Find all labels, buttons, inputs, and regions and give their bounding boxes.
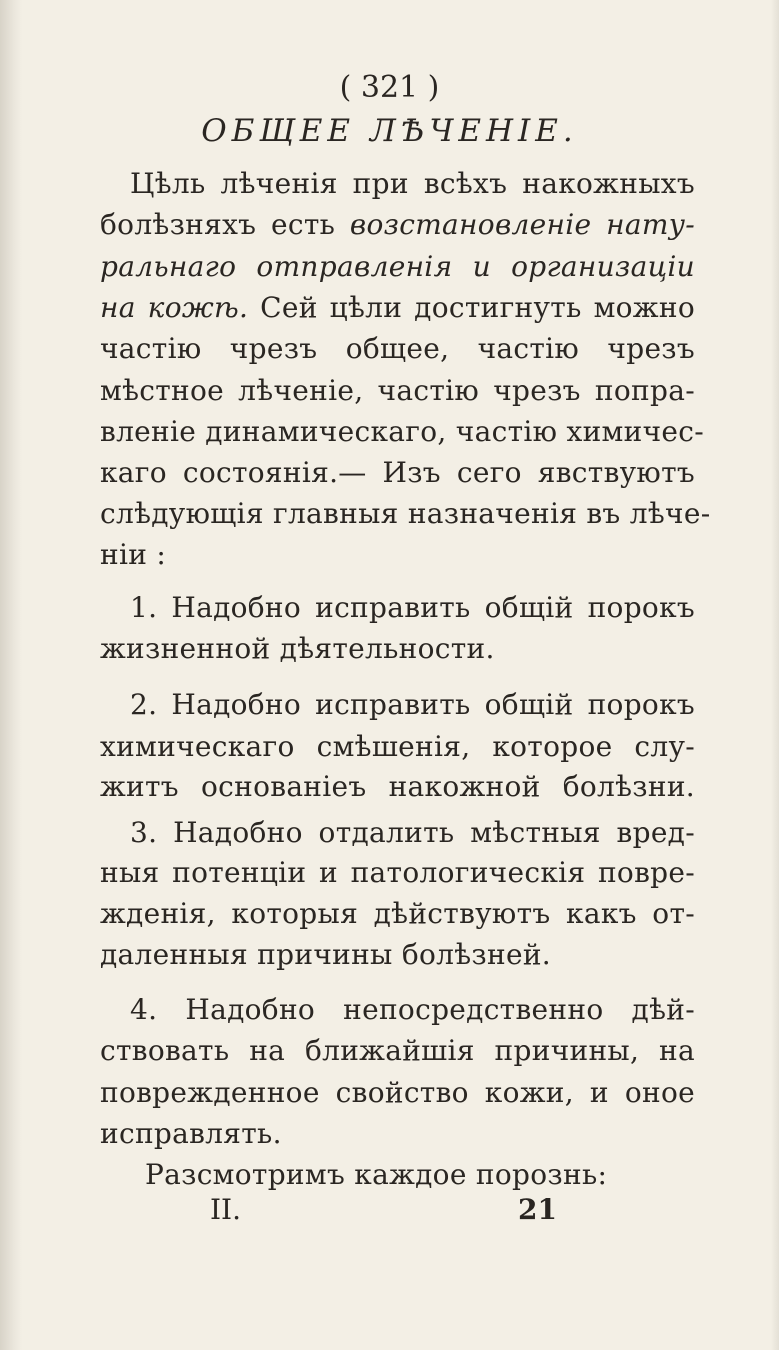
item-2-line-2: химическаго смѣшенія, которое слу- — [100, 730, 695, 763]
item-3-line-3: жденія, которыя дѣйствуютъ какъ от- — [100, 897, 695, 930]
intro-line-8: каго состоянія.— Изъ сего явствуютъ — [100, 456, 695, 489]
item-4-line-1: 4. Надобно непосредственно дѣй- — [130, 993, 695, 1026]
intro-line-1: Цѣль лѣченія при всѣхъ накожныхъ — [130, 167, 695, 200]
item-3-line-2: ныя потенціи и патологическія повре- — [100, 856, 695, 889]
intro-line-4 — [100, 290, 695, 326]
intro-line-4-italic: на кожѣ. — [100, 291, 249, 324]
item-1-line-2: жизненной дѣятельности. — [100, 632, 495, 665]
item-4-line-4: исправлять. — [100, 1117, 282, 1150]
item-3-line-1: 3. Надобно отдалить мѣстныя вред- — [130, 816, 695, 849]
item-2-line-1: 2. Надобно исправить общій порокъ — [130, 688, 695, 721]
intro-line-7: вленіе динамическаго, частію химичес- — [100, 415, 705, 448]
signature-mark: II. — [210, 1193, 242, 1226]
page-right-edge — [771, 0, 779, 1350]
page-number: ( 321 ) — [339, 70, 440, 105]
intro-line-9: слѣдующія главныя назначенія въ лѣче- — [100, 497, 711, 530]
item-1-line-1: 1. Надобно исправить общій порокъ — [130, 591, 695, 624]
item-4-line-2: ствовать на ближайшія причины, на — [100, 1034, 695, 1067]
intro-line-5: частію чрезъ общее, частію чрезъ — [100, 332, 695, 365]
section-heading: ОБЩЕЕ ЛѢЧЕНІЕ. — [201, 113, 578, 149]
intro-line-4-text: Сей цѣли достигнуть можно — [248, 291, 695, 324]
intro-line-2-text: болѣзняхъ есть — [100, 208, 350, 241]
intro-line-2-italic: возстановленіе нату- — [349, 208, 695, 241]
closing-line: Разсмотримъ каждое порознь: — [145, 1158, 608, 1191]
intro-line-2 — [100, 207, 695, 243]
page-left-edge — [0, 0, 22, 1350]
item-4-line-3: поврежденное свойство кожи, и оное — [100, 1076, 695, 1109]
item-3-line-4: даленныя причины болѣзней. — [100, 938, 551, 971]
intro-line-3: ральнаго отправленія и организаціи — [100, 250, 695, 283]
item-2-line-3: житъ основаніеъ накожной болѣзни. — [100, 770, 695, 803]
sheet-number: 21 — [518, 1193, 557, 1226]
intro-line-10: ніи : — [100, 538, 167, 571]
intro-line-6: мѣстное лѣченіе, частію чрезъ попра- — [100, 374, 695, 407]
